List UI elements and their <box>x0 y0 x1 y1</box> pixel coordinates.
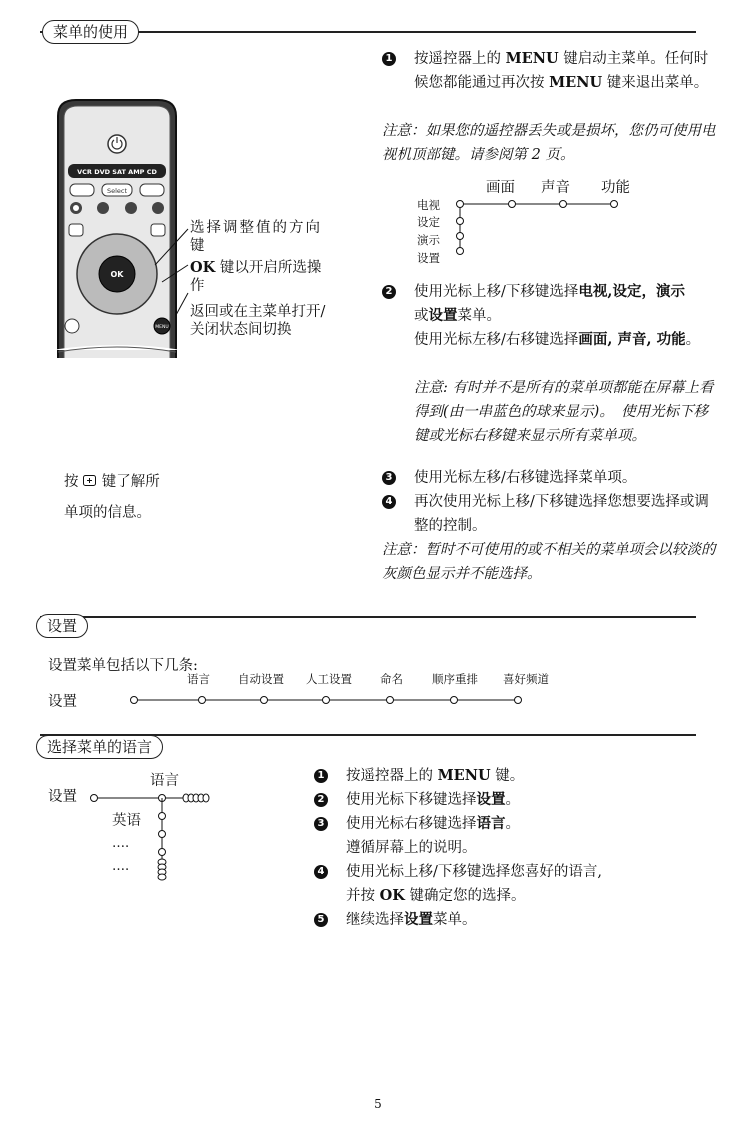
install-item-reorder: 顺序重排 <box>432 672 478 686</box>
note-1: 注意：如果您的遥控器丢失或是损坏，您仍可使用电视机顶部键。请参阅第 2 页。 <box>382 123 716 163</box>
note-2: 注意: 有时并不是所有的菜单项都能在屏幕上看得到(由一串蓝色的球来显示)。 使用光标下移键或光标右移键来显示所有菜单项。 <box>414 380 714 444</box>
page-number: 5 <box>374 1097 382 1111</box>
menu-top-label-picture: 画面 <box>486 180 515 196</box>
lang-diagram-english: 英语 <box>112 813 141 829</box>
info-text-line1: 按 键了解所 <box>64 474 160 490</box>
note-3: 注意：暂时不可使用的或不相关的菜单项会以较淡的灰颜色显示并不能选择。 <box>382 542 716 582</box>
lang-diagram-root-label: 设置 <box>48 789 77 805</box>
step-number-3: 3 <box>382 471 396 485</box>
menu-left-label-demo: 演示 <box>417 233 440 247</box>
svg-text:OK: OK <box>110 270 124 279</box>
lang-step-number-1: 1 <box>314 769 328 783</box>
step-number-1: 1 <box>382 52 396 66</box>
section-rule-2 <box>40 616 696 618</box>
callout-ok-key: OK 键以开启所选操作 <box>190 259 322 294</box>
svg-text:MENU: MENU <box>155 325 169 330</box>
callout-lines <box>150 215 195 335</box>
step-4: 4 再次使用光标上移/下移键选择您想要选择或调整的控制。 <box>382 490 714 538</box>
lang-step-number-2: 2 <box>314 793 328 807</box>
install-item-favorites: 喜好频道 <box>503 672 549 686</box>
lang-diagram-top-label: 语言 <box>150 773 179 789</box>
info-key-icon <box>83 475 97 487</box>
install-menu-diagram <box>128 692 528 708</box>
main-menu-diagram <box>450 196 630 258</box>
lang-step-number-3: 3 <box>314 817 328 831</box>
install-intro: 设置菜单包括以下几条: <box>48 658 198 674</box>
lang-step-3: 3 使用光标右移键选择语言。 遵循屏幕上的说明。 <box>314 812 644 860</box>
step-3: 3 使用光标左移/右移键选择菜单项。 <box>382 466 714 490</box>
menu-left-label-settings: 设定 <box>417 215 440 229</box>
menu-left-label-install: 设置 <box>417 251 440 265</box>
lang-step-number-5: 5 <box>314 913 328 927</box>
callout-menu-key: 返回或在主菜单打开/关闭状态间切换 <box>190 304 326 338</box>
info-text-line2: 单项的信息。 <box>64 505 151 521</box>
lang-step-2: 2 使用光标下移键选择设置。 <box>314 788 644 812</box>
menu-top-label-features: 功能 <box>601 180 630 196</box>
menu-left-label-tv: 电视 <box>417 198 440 212</box>
install-root-label: 设置 <box>48 694 77 710</box>
section-title-menu-usage: 菜单的使用 <box>42 20 139 44</box>
svg-text:Select: Select <box>106 187 128 195</box>
source-buttons-label: VCR DVD SAT AMP CD <box>77 168 157 176</box>
lang-diagram-dots1: …. <box>112 836 130 851</box>
lang-step-number-4: 4 <box>314 865 328 879</box>
lang-step-1: 1 按遥控器上的 MENU 键。 <box>314 764 644 788</box>
step-number-2: 2 <box>382 285 396 299</box>
menu-top-label-sound: 声音 <box>541 180 570 196</box>
install-item-manual: 人工设置 <box>306 672 352 686</box>
install-item-language: 语言 <box>187 672 210 686</box>
install-item-auto: 自动设置 <box>238 672 284 686</box>
install-item-name: 命名 <box>380 672 403 686</box>
step-2: 2 使用光标上移/下移键选择电视,设定，演示 或设置菜单。 <box>382 280 714 328</box>
step-2-cont: 使用光标左移/右移键选择画面, 声音, 功能。 <box>414 331 701 348</box>
section-title-language: 选择菜单的语言 <box>36 735 163 759</box>
step-1: 1 按遥控器上的 MENU 键启动主菜单。任何时候您都能通过再次按 MENU 键来退出菜单。 <box>382 47 714 95</box>
section-title-install: 设置 <box>36 614 88 638</box>
lang-step-4: 4 使用光标上移/下移键选择您喜好的语言, 并按 OK 键确定您的选择。 <box>314 860 614 908</box>
language-menu-diagram <box>88 790 218 886</box>
step-number-4: 4 <box>382 495 396 509</box>
lang-diagram-dots2: …. <box>112 859 130 874</box>
callout-direction-keys: 选择调整值的方向键 <box>190 220 322 254</box>
lang-step-5: 5 继续选择设置菜单。 <box>314 908 644 932</box>
